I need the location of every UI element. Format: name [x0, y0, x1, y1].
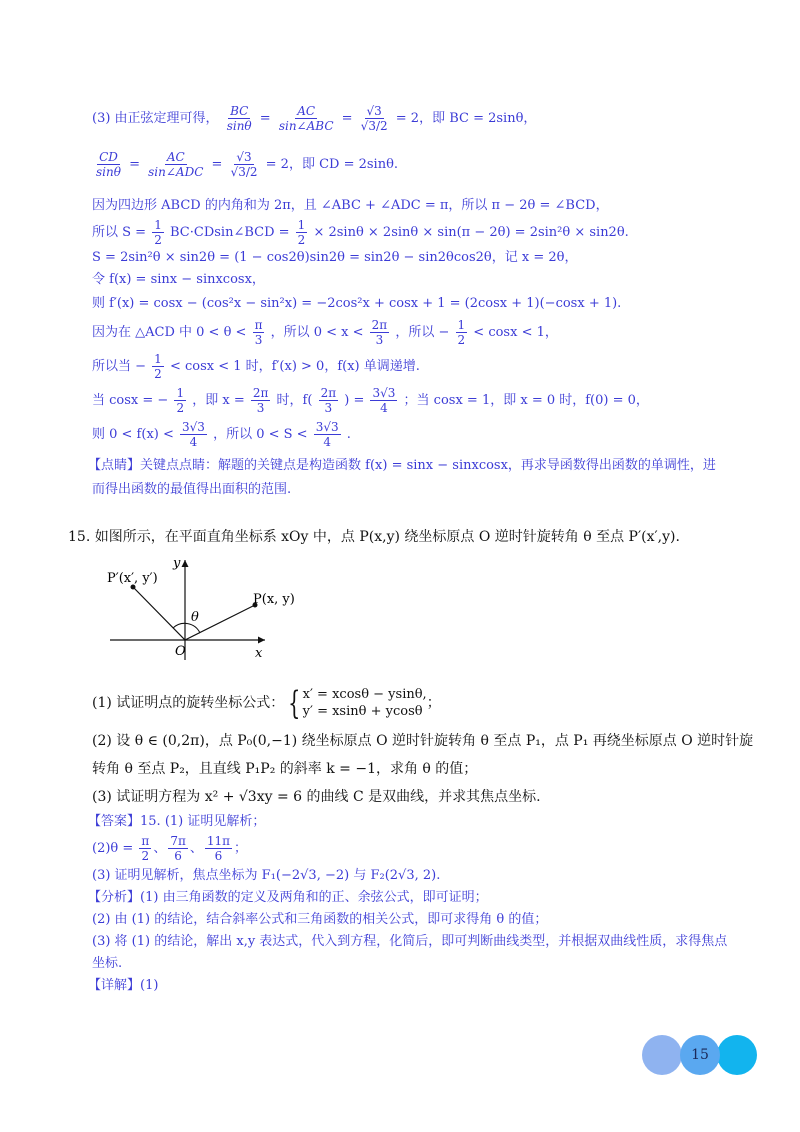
page-number-badge [680, 1035, 720, 1075]
label-y: y [173, 556, 181, 571]
sol3-line-9: 所以当 − $\frac{1}{2}$ < cosx < 1 时，f′(x) > 0，f(x) 单调递增. [92, 352, 420, 381]
rotation-figure [105, 555, 295, 665]
tip-line-2: 而得出函数的最值得出面积的范围. [92, 482, 292, 497]
label-x: x [255, 646, 263, 661]
q15-part-2-line-2: 转角 θ 至点 P₂，且直线 P₁P₂ 的斜率 k = −1，求角 θ 的值； [92, 761, 478, 777]
tip-tag: 【点睛】 [88, 458, 141, 473]
analysis-tag: 【分析】 [88, 890, 141, 905]
page-circle-left [642, 1035, 682, 1075]
label-pp: P′(x′, y′) [107, 571, 158, 586]
sol3-line-5: S = 2sin²θ × sin2θ = (1 − cos2θ)sin2θ = sin2θ − sin2θcos2θ，记 x = 2θ， [92, 250, 578, 265]
sol3-line-10: 当 cosx = − $\frac{1}{2}$ ，即 x = $\frac{2\pi}{3}$ 时，f( $\frac{2\pi}{3}$ ) = $\frac{3√3}{4}$ ；当 cosx = 1，即 x = 0 时，f(0) = 0， [92, 386, 649, 415]
q15-part-2-line-1: (2) 设 θ ∈ (0,2π)，点 P₀(0,−1) 绕坐标原点 O 逆时针旋转角 θ 至点 P₁，点 P₁ 再绕坐标原点 O 逆时针旋 [92, 733, 754, 749]
label-p: P(x, y) [253, 592, 295, 607]
sol3-line-2: $\frac{CD}{\sin\theta}$ = $\frac{AC}{\text{sin∠ADC}}$ = $\frac{√3}{√3/2}$ = 2，即 CD = 2sinθ. [96, 150, 399, 179]
analysis-line-4: 坐标. [92, 956, 123, 971]
sol3-line-11: 则 0 < f(x) < $\frac{3√3}{4}$ ，所以 0 < S < $\frac{3√3}{4}$ . [92, 420, 351, 449]
page-number: 15 [691, 1047, 709, 1063]
rotation-system: { x′ = xcosθ − ysinθ, y′ = xsinθ + ycosθ [288, 684, 427, 722]
label-o: O [175, 644, 186, 659]
analysis-line-3: (3) 将 (1) 的结论，解出 x,y 表达式，代入到方程，化简后，即可判断曲线类型，并根据双曲线性质，求得焦点 [92, 934, 728, 949]
answer-line-2: (2)θ = $\frac{\pi}{2}$ 、 $\frac{7\pi}{6}$ 、 $\frac{11\pi}{6}$ ； [92, 834, 248, 863]
tip-line-1: 【点睛】关键点点睛：解题的关键点是构造函数 f(x) = sinx − sinxcosx，再求导函数得出函数的单调性，进 [88, 458, 716, 473]
sol3-line-4: 所以 S = $\frac{1}{2}$ BC·CDsin∠BCD = $\frac{1}{2}$ × 2sinθ × 2sinθ × sin(π − 2θ) = 2sin²θ × sin2θ. [92, 218, 629, 247]
q15-part-1: (1) 试证明点的旋转坐标公式： { x′ = xcosθ − ysinθ, y′ = xsinθ + ycosθ ； [92, 684, 441, 722]
answer-tag: 【答案】 [88, 814, 141, 829]
sol3-line-6: 令 f(x) = sinx − sinxcosx， [92, 272, 265, 287]
q15-part-3: (3) 试证明方程为 x² + √3xy = 6 的曲线 C 是双曲线，并求其焦点坐标. [92, 789, 541, 805]
sol3-line-1: (3) 由正弦定理可得， $\frac{BC}{\sin\theta}$ = $\frac{AC}{\text{sin∠ABC}}$ = $\frac{√3}{√3/2}$ = 2，即 BC = 2sinθ， [92, 104, 537, 133]
label-theta: θ [191, 610, 199, 625]
page-circle-right [717, 1035, 757, 1075]
sol3-line-3: 因为四边形 ABCD 的内角和为 2π，且 ∠ABC + ∠ADC = π，所以 π − 2θ = ∠BCD， [92, 198, 609, 213]
q15-stem: 15. 如图所示，在平面直角坐标系 xOy 中，点 P(x,y) 绕坐标原点 O 逆时针旋转角 θ 至点 P′(x′,y). [68, 529, 680, 545]
analysis-line-1: 【分析】(1) 由三角函数的定义及两角和的正、余弦公式，即可证明； [88, 890, 488, 905]
sol3-line-8: 因为在 △ACD 中 0 < θ < $\frac{\pi}{3}$ ，所以 0 < x < $\frac{2\pi}{3}$ ，所以 − $\frac{1}{2}$ < cosx < 1， [92, 318, 558, 347]
detail-line: 【详解】(1) [88, 978, 159, 993]
sol3-line-7: 则 f′(x) = cosx − (cos²x − sin²x) = −2cos²x + cosx + 1 = (2cosx + 1)(−cosx + 1). [92, 296, 622, 311]
analysis-line-2: (2) 由 (1) 的结论，结合斜率公式和三角函数的相关公式，即可求得角 θ 的值； [92, 912, 548, 927]
answer-line-1: 【答案】15. (1) 证明见解析； [88, 814, 266, 829]
detail-tag: 【详解】 [88, 978, 141, 993]
ray-opp [133, 587, 185, 640]
answer-line-3: (3) 证明见解析，焦点坐标为 F₁(−2√3, −2) 与 F₂(2√3, 2). [92, 868, 441, 883]
